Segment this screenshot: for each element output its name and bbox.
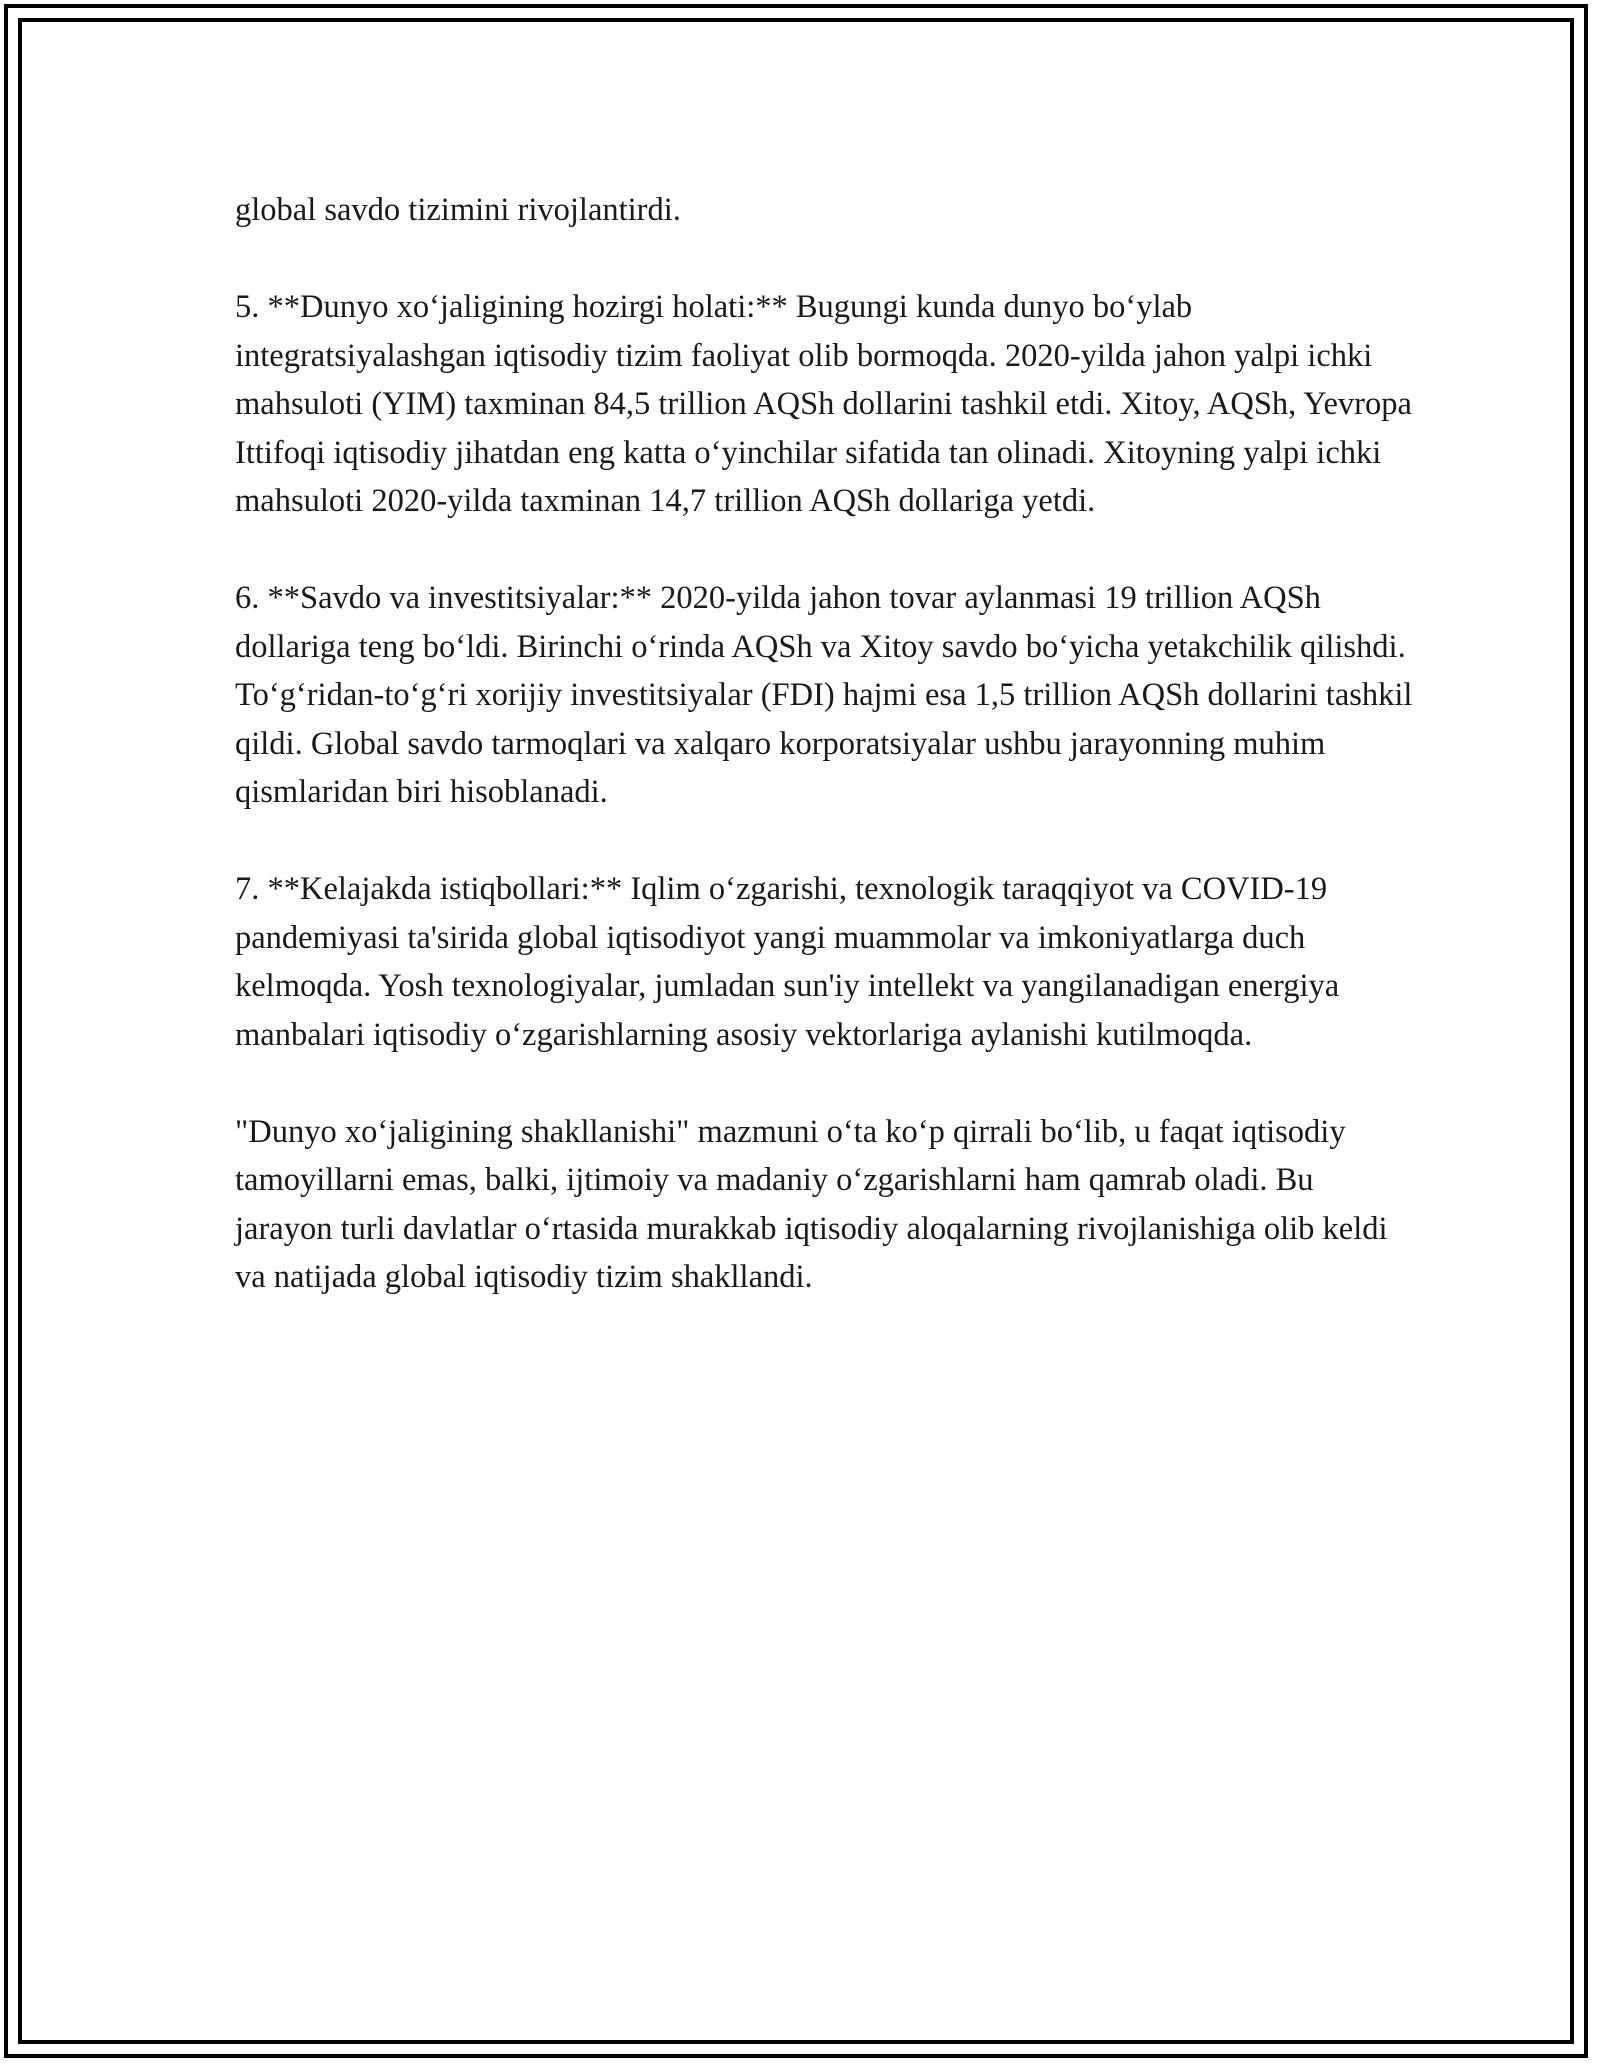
paragraph-item-6: 6. **Savdo va investitsiyalar:** 2020-yilda jahon tovar aylanmasi 19 trillion AQSh dollariga teng bo‘ldi. Birinchi o‘rinda AQSh va Xitoy savdo bo‘yicha yetakchilik qilishdi. To‘g‘ridan-to‘g‘ri xorijiy investitsiyalar (FDI) hajmi esa 1,5 trillion AQSh dollarini tashkil qildi. Global savdo tarmoqlari va xalqaro korporatsiyalar ushbu jarayonning muhim qismlaridan biri hisoblanadi. (235, 580, 1413, 810)
document-body (235, 186, 1415, 1350)
paragraph-conclusion: "Dunyo xo‘jaligining shakllanishi" mazmuni o‘ta ko‘p qirrali bo‘lib, u faqat iqtisodiy tamoyillarni emas, balki, ijtimoiy va madaniy o‘zgarishlarni ham qamrab oladi. Bu jarayon turli davlatlar o‘rtasida murakkab iqtisodiy aloqalarning rivojlanishiga olib keldi va natijada global iqtisodiy tizim shakllandi. (235, 1113, 1388, 1295)
paragraph-item-7: 7. **Kelajakda istiqbollari:** Iqlim o‘zgarishi, texnologik taraqqiyot va COVID-19 pandemiyasi ta'sirida global iqtisodiyot yangi muammolar va imkoniyatlarga duch kelmoqda. Yosh texnologiyalar, jumladan sun'iy intellekt va yangilanadigan energiya manbalari iqtisodiy o‘zgarishlarning asosiy vektorlariga aylanishi kutilmoqda. (235, 871, 1340, 1053)
paragraph-continuation: global savdo tizimini rivojlantirdi. (235, 192, 681, 228)
paragraph-item-5: 5. **Dunyo xo‘jaligining hozirgi holati:** Bugungi kunda dunyo bo‘ylab integratsiyalashgan iqtisodiy tizim faoliyat olib bormoqda. 2020-yilda jahon yalpi ichki mahsuloti (YIM) taxminan 84,5 trillion AQSh dollarini tashkil etdi. Xitoy, AQSh, Yevropa Ittifoqi iqtisodiy jihatdan eng katta o‘yinchilar sifatida tan olinadi. Xitoyning yalpi ichki mahsuloti 2020-yilda taxminan 14,7 trillion AQSh dollariga yetdi. (235, 289, 1412, 519)
